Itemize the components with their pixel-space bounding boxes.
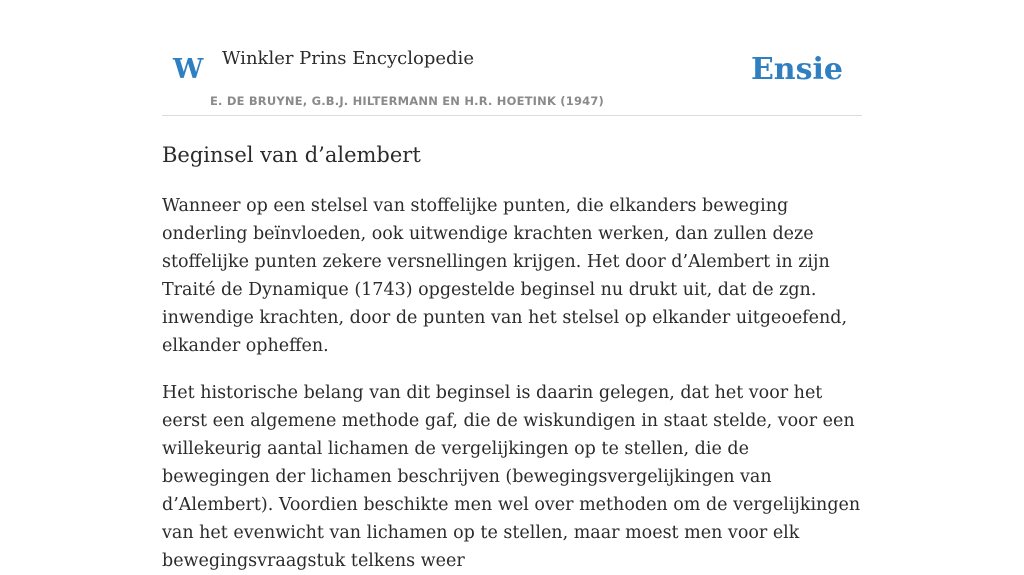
source-title: Winkler Prins Encyclopedie [222, 48, 474, 69]
article-title: Beginsel van d’alembert [162, 143, 421, 167]
article-paragraph: Het historische belang van dit beginsel is daarin gelegen, dat het voor het eerst een algemene methode gaf, die de wiskundigen in staat stelde, voor een willekeurig aantal lichamen de vergelijkingen op te stellen, die de bewegingen der lichamen beschrijven (bewegingsvergelijkingen van d’Alembert). Voordien beschikte men wel over methoden om de vergelijkingen van het evenwicht van lichamen op te stellen, maar moest men voor elk bewegingsvraagstuk telkens weer [162, 383, 861, 571]
ensie-brand-logo[interactable]: Ensie [750, 52, 843, 87]
source-authors: E. DE BRUYNE, G.B.J. HILTERMANN EN H.R. HOETINK (1947) [210, 94, 605, 108]
article-content [162, 140, 862, 575]
article-paragraph: Wanneer op een stelsel van stoffelijke punten, die elkanders beweging onderling beïnvloeden, ook uitwendige krachten werken, dan zullen deze stoffelijke punten zekere versnellingen krijgen. Het door d’Alembert in zijn Traité de Dynamique (1743) opgestelde beginsel nu drukt uit, dat de zgn. inwendige krachten, door de punten van het stelsel op elkander uitgeoefend, elkander opheffen. [162, 196, 848, 356]
article-page [162, 0, 862, 571]
source-header [162, 0, 862, 116]
source-logo-icon[interactable]: W [173, 54, 204, 85]
